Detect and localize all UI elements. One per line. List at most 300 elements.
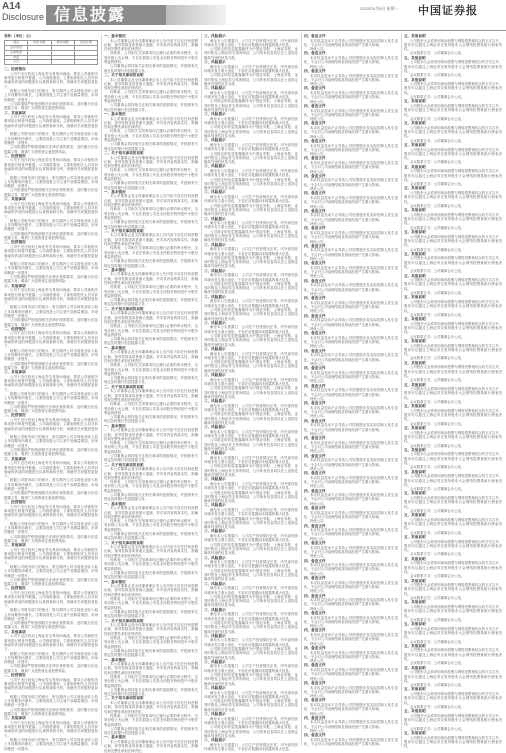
- section-heading: 四、备查文件: [304, 645, 326, 650]
- section-heading: 五、其他说明: [404, 709, 426, 714]
- body-paragraph: 会议联系方式：公司董事会办公室。: [410, 704, 465, 709]
- section-heading: 五、其他说明: [404, 186, 426, 191]
- section-heading: 五、其他说明: [404, 99, 426, 104]
- body-paragraph: 截至本公告披露日，公司生产经营情况正常，内外部经营环境未发生重大变化，不存在应披露而未披露的重大信息。: [204, 325, 298, 334]
- body-paragraph: 公司将继续严格按照相关法律法规的要求，及时履行信息披露义务，敬请广大投资者注意投资风险。: [4, 231, 98, 241]
- section-heading: 三、其他事项: [4, 716, 26, 721]
- section-heading: 三、风险提示: [204, 503, 226, 508]
- body-paragraph: 特此公告。: [310, 274, 327, 279]
- body-paragraph: 根据公司财务部门的统计，报告期内公司实现营业收入较上年同期有所增长，主要原因是公司主营产品销量增加，市场份额进一步提升。: [4, 305, 98, 318]
- section-heading: 四、备查文件: [304, 86, 326, 91]
- body-paragraph: 经核查，公司相关交易事项均已履行必要的审议程序，交易价格公允合理，不存在损害公司及全体股东特别是中小股东利益的情形。: [104, 246, 198, 259]
- section-heading: 二、经营情况: [4, 67, 26, 72]
- body-paragraph: 特此公告。: [310, 361, 327, 366]
- section-heading: 二、经营情况: [4, 499, 26, 504]
- body-paragraph: 根据公司财务部门的统计，报告期内公司实现营业收入较上年同期有所增长，主要原因是公司主营产品销量增加，市场份额进一步提升。: [4, 435, 98, 448]
- table-cell: 项目: [5, 41, 28, 46]
- section-heading: 一、基本情况: [104, 34, 126, 38]
- body-paragraph: 公司于近日收到上海证券交易所问询函，要求公司就相关事项进行核查并披露。公司高度重视，立即组织相关人员对问询函所涉及的问题进行认真核查和分析，现就有关问题回复如下。: [4, 244, 98, 262]
- body-paragraph: 经核查，公司相关交易事项均已履行必要的审议程序，交易价格公允合理，不存在损害公司及全体股东特别是中小股东利益的情形。: [104, 168, 198, 181]
- body-paragraph: 公司股东大会将采用现场投票与网络投票相结合的方式召开，股东可以通过上海证券交易所股东大会网络投票系统行使表决权。: [404, 365, 502, 378]
- body-paragraph: 公司股东大会将采用现场投票与网络投票相结合的方式召开，股东可以通过上海证券交易所股东大会网络投票系统行使表决权。: [404, 648, 502, 662]
- body-paragraph: 会议联系方式：公司董事会办公室。: [410, 683, 465, 688]
- body-paragraph: 公司将继续严格按照相关法律法规的要求，及时履行信息披露义务，敬请广大投资者注意投资风险。: [4, 145, 98, 154]
- section-heading: 三、其他事项: [4, 543, 26, 548]
- body-paragraph: 特此公告。: [310, 554, 327, 559]
- section-heading: 三、风险提示: [204, 555, 226, 560]
- section-heading: 五、其他说明: [404, 230, 426, 235]
- body-paragraph: 会议联系方式：公司董事会办公室。: [410, 726, 465, 731]
- table-cell: 合计: [5, 60, 28, 65]
- body-paragraph: 会议联系方式：公司董事会办公室。: [410, 247, 465, 252]
- section-heading: 五、其他说明: [404, 382, 426, 387]
- section-heading: 五、其他说明: [404, 360, 426, 365]
- section-heading: 三、风险提示: [204, 112, 226, 117]
- body-paragraph: 公司董事会将持续关注相关事项的进展情况，并按照有关规定及时履行信息披露义务。: [104, 181, 198, 190]
- body-paragraph: 本次权益变动不会导致公司控股股东及实际控制人发生变化，不会对公司治理结构及持续经营产生重大影响。: [304, 720, 398, 729]
- section-heading: 三、风险提示: [204, 738, 226, 743]
- table-cell: 货币资金: [5, 46, 28, 51]
- section-heading: 四、备查文件: [304, 366, 326, 371]
- section-heading: 四、备查文件: [304, 208, 326, 213]
- section-heading: 三、风险提示: [204, 659, 226, 664]
- section-heading: 二、经营情况: [4, 673, 26, 677]
- body-paragraph: 特此公告。: [310, 519, 327, 524]
- body-paragraph: 公司指定的信息披露媒体为中国证券报、上海证券报、证券时报及上海证券交易所网站，公司所有信息均以在上述指定媒体刊登的信息为准。: [204, 47, 298, 60]
- section-heading: 五、其他说明: [404, 404, 426, 409]
- body-paragraph: 公司董事会将持续关注相关事项的进展情况，并按照有关规定及时履行信息披露义务。: [104, 64, 198, 73]
- body-paragraph: 截至本公告披露日，公司生产经营情况正常，内外部经营环境未发生重大变化，不存在应披露而未披露的重大信息。: [204, 716, 298, 725]
- body-paragraph: 本公司董事会及全体董事保证本公告内容不存在任何虚假记载、误导性陈述或者重大遗漏，并对其内容的真实性、准确性和完整性承担法律责任。: [104, 701, 198, 714]
- body-paragraph: 本次权益变动不会导致公司控股股东及实际控制人发生变化，不会对公司治理结构及持续经营产生重大影响。: [304, 388, 398, 397]
- body-paragraph: 本公司董事会及全体董事保证本公告内容不存在任何虚假记载、误导性陈述或者重大遗漏，并对其内容的真实性、准确性和完整性承担法律责任。: [104, 584, 198, 597]
- body-paragraph: 公司股东大会将采用现场投票与网络投票相结合的方式召开，股东可以通过上海证券交易所股东大会网络投票系统行使表决权。: [404, 103, 502, 117]
- body-paragraph: 经核查，公司相关交易事项均已履行必要的审议程序，交易价格公允合理，不存在损害公司及全体股东特别是中小股东利益的情形。: [104, 713, 198, 727]
- body-paragraph: 公司指定的信息披露媒体为中国证券报、上海证券报、证券时报及上海证券交易所网站，公司所有信息均以在上述指定媒体刊登的信息为准。: [204, 699, 298, 712]
- body-paragraph: 本次权益变动不会导致公司控股股东及实际控制人发生变化，不会对公司治理结构及持续经营产生重大影响。: [304, 195, 398, 205]
- section-heading: 三、风险提示: [204, 451, 226, 456]
- section-heading: 三、风险提示: [204, 633, 226, 638]
- body-paragraph: 本公司董事会及全体董事保证本公告内容不存在任何虚假记载、误导性陈述或者重大遗漏，并对其内容的真实性、准确性和完整性承担法律责任。: [104, 194, 198, 208]
- body-paragraph: 公司董事会将持续关注相关事项的进展情况，并按照有关规定及时履行信息披露义务。: [104, 415, 198, 424]
- body-paragraph: 本公司董事会及全体董事保证本公告内容不存在任何虚假记载、误导性陈述或者重大遗漏，并对其内容的真实性、准确性和完整性承担法律责任。: [104, 38, 198, 52]
- column-4-text: [304, 34, 398, 747]
- body-paragraph: 公司股东大会将采用现场投票与网络投票相结合的方式召开，股东可以通过上海证券交易所股东大会网络投票系统行使表决权。: [404, 278, 502, 291]
- body-paragraph: 公司指定的信息披露媒体为中国证券报、上海证券报、证券时报及上海证券交易所网站，公司所有信息均以在上述指定媒体刊登的信息为准。: [204, 73, 298, 86]
- section-heading: 五、其他说明: [404, 687, 426, 692]
- section-heading: 四、备查文件: [304, 418, 326, 423]
- body-paragraph: 特此公告。: [310, 484, 327, 489]
- body-paragraph: 公司指定的信息披露媒体为中国证券报、上海证券报、证券时报及上海证券交易所网站，公司所有信息均以在上述指定媒体刊登的信息为准。: [204, 281, 298, 295]
- body-paragraph: 特此公告。: [310, 169, 327, 174]
- section-heading: 二、关于相关事项的说明: [104, 72, 144, 77]
- section-heading: 四、备查文件: [304, 488, 326, 493]
- body-paragraph: 根据公司财务部门的统计，报告期内公司实现营业收入较上年同期有所增长，主要原因是公司主营产品销量增加，市场份额进一步提升。: [4, 651, 98, 665]
- body-paragraph: 本次权益变动不会导致公司控股股东及实际控制人发生变化，不会对公司治理结构及持续经营产生重大影响。: [304, 318, 398, 327]
- section-heading: 五、其他说明: [404, 556, 426, 561]
- section-heading: 五、其他说明: [404, 447, 426, 452]
- section-heading: 四、备查文件: [304, 138, 326, 143]
- body-paragraph: 截至本公告披露日，公司生产经营情况正常，内外部经营环境未发生重大变化，不存在应披露而未披露的重大信息。: [204, 273, 298, 282]
- title-bar-gradient: [166, 5, 226, 25]
- body-paragraph: 本公司董事会及全体董事保证本公告内容不存在任何虚假记载、误导性陈述或者重大遗漏，并对其内容的真实性、准确性和完整性承担法律责任。: [104, 350, 198, 363]
- section-label: [2, 1, 45, 22]
- body-paragraph: 根据公司财务部门的统计，报告期内公司实现营业收入较上年同期有所增长，主要原因是公司主营产品销量增加，市场份额进一步提升。: [4, 132, 98, 145]
- body-paragraph: 公司董事会将持续关注相关事项的进展情况，并按照有关规定及时履行信息披露义务。: [104, 648, 198, 658]
- body-paragraph: 本次权益变动不会导致公司控股股东及实际控制人发生变化，不会对公司治理结构及持续经营产生重大影响。: [304, 405, 398, 415]
- body-paragraph: 特此公告。: [310, 239, 327, 244]
- section-heading: 五、其他说明: [404, 273, 426, 278]
- body-paragraph: 公司股东大会将采用现场投票与网络投票相结合的方式召开，股东可以通过上海证券交易所股东大会网络投票系统行使表决权。: [404, 583, 502, 596]
- section-heading: 四、备查文件: [304, 610, 326, 615]
- body-paragraph: 截至本公告披露日，公司生产经营情况正常，内外部经营环境未发生重大变化，不存在应披露而未披露的重大信息。: [204, 116, 298, 126]
- body-paragraph: 特此公告。: [310, 187, 327, 192]
- body-paragraph: 公司股东大会将采用现场投票与网络投票相结合的方式召开，股东可以通过上海证券交易所股东大会网络投票系统行使表决权。: [404, 212, 502, 226]
- body-paragraph: 截至本公告披露日，公司生产经营情况正常，内外部经营环境未发生重大变化，不存在应披露而未披露的重大信息。: [204, 742, 298, 751]
- body-paragraph: 截至本公告披露日，公司生产经营情况正常，内外部经营环境未发生重大变化，不存在应披露而未披露的重大信息。: [204, 299, 298, 308]
- body-paragraph: 公司董事会将持续关注相关事项的进展情况，并按照有关规定及时履行信息披露义务。: [104, 609, 198, 619]
- body-paragraph: 公司将继续严格按照相关法律法规的要求，及时履行信息披露义务，敬请广大投资者注意投资风险。: [4, 664, 98, 673]
- body-paragraph: 会议联系方式：公司董事会办公室。: [410, 552, 465, 557]
- table-cell: [28, 60, 51, 65]
- body-paragraph: 会议联系方式：公司董事会办公室。: [410, 399, 465, 404]
- body-paragraph: 公司指定的信息披露媒体为中国证券报、上海证券报、证券时报及上海证券交易所网站，公司所有信息均以在上述指定媒体刊登的信息为准。: [204, 542, 298, 556]
- body-paragraph: 本次权益变动不会导致公司控股股东及实际控制人发生变化，不会对公司治理结构及持续经营产生重大影响。: [304, 265, 398, 275]
- section-heading: 三、其他事项: [4, 283, 26, 288]
- section-heading: 五、其他说明: [404, 338, 426, 343]
- body-paragraph: 本次权益变动不会导致公司控股股东及实际控制人发生变化，不会对公司治理结构及持续经营产生重大影响。: [304, 283, 398, 292]
- body-paragraph: 截至本公告披露日，公司生产经营情况正常，内外部经营环境未发生重大变化，不存在应披露而未披露的重大信息。: [204, 664, 298, 673]
- body-paragraph: 经核查，公司相关交易事项均已履行必要的审议程序，交易价格公允合理，不存在损害公司及全体股东特别是中小股东利益的情形。: [104, 558, 198, 571]
- body-paragraph: 本次权益变动不会导致公司控股股东及实际控制人发生变化，不会对公司治理结构及持续经营产生重大影响。: [304, 493, 398, 502]
- column-2: [104, 34, 198, 753]
- section-heading: 一、基本情况: [104, 501, 126, 506]
- body-paragraph: 本次权益变动不会导致公司控股股东及实际控制人发生变化，不会对公司治理结构及持续经营产生重大影响。: [304, 300, 398, 310]
- section-heading: 一、基本情况: [104, 345, 126, 350]
- column-3-text: [204, 34, 298, 751]
- body-paragraph: 特此公告。: [310, 64, 327, 69]
- section-heading: 四、备查文件: [304, 68, 326, 73]
- section-heading: 三、风险提示: [204, 190, 226, 195]
- section-heading: 一、基本情况: [104, 111, 126, 116]
- body-paragraph: 本公司董事会及全体董事保证本公告内容不存在任何虚假记载、误导性陈述或者重大遗漏，并对其内容的真实性、准确性和完整性承担法律责任。: [104, 389, 198, 402]
- column-divider: [201, 34, 202, 746]
- body-paragraph: 会议联系方式：公司董事会办公室。: [410, 116, 465, 121]
- body-paragraph: 会议联系方式：公司董事会办公室。: [410, 378, 465, 383]
- body-paragraph: 会议联系方式：公司董事会办公室。: [410, 421, 465, 426]
- body-paragraph: 本次权益变动不会导致公司控股股东及实际控制人发生变化，不会对公司治理结构及持续经营产生重大影响。: [304, 615, 398, 624]
- body-paragraph: 本次权益变动不会导致公司控股股东及实际控制人发生变化，不会对公司治理结构及持续经营产生重大影响。: [304, 248, 398, 257]
- section-heading: 四、备查文件: [304, 471, 326, 476]
- section-heading: 四、备查文件: [304, 593, 326, 598]
- body-paragraph: 截至本公告披露日，公司生产经营情况正常，内外部经营环境未发生重大变化，不存在应披露而未披露的重大信息。: [204, 168, 298, 178]
- section-heading: 五、其他说明: [404, 643, 426, 648]
- body-paragraph: 特此公告。: [310, 536, 327, 541]
- body-paragraph: 本次权益变动不会导致公司控股股东及实际控制人发生变化，不会对公司治理结构及持续经营产生重大影响。: [304, 213, 398, 222]
- body-paragraph: 特此公告。: [310, 501, 327, 506]
- body-paragraph: 本次权益变动不会导致公司控股股东及实际控制人发生变化，不会对公司治理结构及持续经营产生重大影响。: [304, 737, 398, 747]
- body-paragraph: 截至本公告披露日，公司生产经营情况正常，内外部经营环境未发生重大变化，不存在应披露而未披露的重大信息。: [204, 38, 298, 47]
- body-paragraph: 本次权益变动不会导致公司控股股东及实际控制人发生变化，不会对公司治理结构及持续经营产生重大影响。: [304, 458, 398, 467]
- section-heading: 四、备查文件: [304, 733, 326, 738]
- body-paragraph: 公司股东大会将采用现场投票与网络投票相结合的方式召开，股东可以通过上海证券交易所股东大会网络投票系统行使表决权。: [404, 692, 502, 705]
- section-heading: 三、风险提示: [204, 34, 226, 38]
- section-heading: 五、其他说明: [404, 295, 426, 300]
- body-paragraph: 公司董事会将持续关注相关事项的进展情况，并按照有关规定及时履行信息披露义务。: [104, 532, 198, 541]
- section-heading: 四、备查文件: [304, 715, 326, 720]
- body-paragraph: 公司于近日收到上海证券交易所问询函，要求公司就相关事项进行核查并披露。公司高度重视，立即组织相关人员对问询函所涉及的问题进行认真核查和分析，现就有关问题回复如下。: [4, 504, 98, 522]
- table-cell: [74, 60, 97, 65]
- body-paragraph: 公司将继续严格按照相关法律法规的要求，及时履行信息披露义务，敬请广大投资者注意投资风险。: [4, 448, 98, 457]
- body-paragraph: 公司于近日收到上海证券交易所问询函，要求公司就相关事项进行核查并披露。公司高度重视，立即组织相关人员对问询函所涉及的问题进行认真核查和分析，现就有关问题回复如下。: [4, 158, 98, 176]
- body-paragraph: 会议联系方式：公司董事会办公室。: [410, 51, 465, 56]
- body-paragraph: 经核查，公司相关交易事项均已履行必要的审议程序，交易价格公允合理，不存在损害公司及全体股东特别是中小股东利益的情形。: [104, 636, 198, 649]
- body-paragraph: 公司董事会将持续关注相关事项的进展情况，并按照有关规定及时履行信息披露义务。: [104, 337, 198, 346]
- column-1-text: [4, 67, 98, 751]
- body-paragraph: 公司于近日收到上海证券交易所问询函，要求公司就相关事项进行核查并披露。公司高度重视，立即组织相关人员对问询函所涉及的问题进行认真核查和分析，现就有关问题回复如下。: [4, 547, 98, 565]
- body-paragraph: 公司将继续严格按照相关法律法规的要求，及时履行信息披露义务，敬请广大投资者注意投资风险。: [4, 534, 98, 543]
- section-heading: 三、风险提示: [204, 86, 226, 91]
- body-paragraph: 会议联系方式：公司董事会办公室。: [410, 182, 465, 187]
- body-paragraph: 公司董事会将持续关注相关事项的进展情况，并按照有关规定及时履行信息披露义务。: [104, 454, 198, 463]
- body-paragraph: 会议联系方式：公司董事会办公室。: [410, 661, 465, 666]
- body-paragraph: 公司董事会将持续关注相关事项的进展情况，并按照有关规定及时履行信息披露义务。: [104, 103, 198, 112]
- body-paragraph: 公司指定的信息披露媒体为中国证券报、上海证券报、证券时报及上海证券交易所网站，公司所有信息均以在上述指定媒体刊登的信息为准。: [204, 620, 298, 634]
- body-paragraph: 公司股东大会将采用现场投票与网络投票相结合的方式召开，股东可以通过上海证券交易所股东大会网络投票系统行使表决权。: [404, 517, 502, 531]
- body-paragraph: 截至本公告披露日，公司生产经营情况正常，内外部经营环境未发生重大变化，不存在应披露而未披露的重大信息。: [204, 508, 298, 517]
- title-bar: [46, 5, 166, 25]
- body-paragraph: 经核查，公司相关交易事项均已履行必要的审议程序，交易价格公允合理，不存在损害公司及全体股东特别是中小股东利益的情形。: [104, 674, 198, 688]
- body-paragraph: 公司将继续严格按照相关法律法规的要求，及时履行信息披露义务，敬请广大投资者注意投资风险。: [4, 621, 98, 630]
- table-cell: 期末余额: [28, 41, 51, 46]
- body-paragraph: 特此公告。: [310, 222, 327, 227]
- body-paragraph: 公司股东大会将采用现场投票与网络投票相结合的方式召开，股东可以通过上海证券交易所股东大会网络投票系统行使表决权。: [404, 670, 502, 683]
- body-paragraph: 公司股东大会将采用现场投票与网络投票相结合的方式召开，股东可以通过上海证券交易所股东大会网络投票系统行使表决权。: [404, 626, 502, 640]
- section-heading: 三、风险提示: [204, 60, 226, 65]
- body-paragraph: 根据公司财务部门的统计，报告期内公司实现营业收入较上年同期有所增长，主要原因是公司主营产品销量增加，市场份额进一步提升。: [4, 564, 98, 578]
- body-paragraph: 本次权益变动不会导致公司控股股东及实际控制人发生变化，不会对公司治理结构及持续经营产生重大影响。: [304, 108, 398, 117]
- body-paragraph: 特此公告。: [310, 152, 327, 157]
- section-heading: 四、备查文件: [304, 331, 326, 336]
- body-paragraph: 根据公司财务部门的统计，报告期内公司实现营业收入较上年同期有所增长，主要原因是公司主营产品销量增加，市场份额进一步提升。: [4, 478, 98, 492]
- section-heading: 四、备查文件: [304, 401, 326, 406]
- section-heading: 五、其他说明: [404, 34, 426, 38]
- body-paragraph: 本次权益变动不会导致公司控股股东及实际控制人发生变化，不会对公司治理结构及持续经营产生重大影响。: [304, 73, 398, 82]
- body-paragraph: 根据公司财务部门的统计，报告期内公司实现营业收入较上年同期有所增长，主要原因是公司主营产品销量增加，市场份额进一步提升。: [4, 348, 98, 362]
- section-heading: 三、其他事项: [4, 197, 26, 202]
- section-heading: 五、其他说明: [404, 251, 426, 256]
- body-paragraph: 公司董事会将持续关注相关事项的进展情况，并按照有关规定及时履行信息披露义务。: [104, 687, 198, 697]
- section-heading: 四、备查文件: [304, 51, 326, 56]
- body-paragraph: 会议联系方式：公司董事会办公室。: [410, 617, 465, 622]
- body-paragraph: 经核查，公司相关交易事项均已履行必要的审议程序，交易价格公允合理，不存在损害公司及全体股东特别是中小股东利益的情形。: [104, 207, 198, 220]
- section-heading: 四、备查文件: [304, 103, 326, 108]
- body-paragraph: 会议联系方式：公司董事会办公室。: [410, 465, 465, 470]
- header-divider: [0, 30, 506, 31]
- section-heading: 四、备查文件: [304, 261, 326, 266]
- body-paragraph: 本次权益变动不会导致公司控股股东及实际控制人发生变化，不会对公司治理结构及持续经营产生重大影响。: [304, 475, 398, 484]
- masthead-logo: 中国证券报: [418, 4, 478, 17]
- section-heading: 三、风险提示: [204, 685, 226, 690]
- body-paragraph: 截至本公告披露日，公司生产经营情况正常，内外部经营环境未发生重大变化，不存在应披露而未披露的重大信息。: [204, 247, 298, 256]
- body-paragraph: 公司股东大会将采用现场投票与网络投票相结合的方式召开，股东可以通过上海证券交易所股东大会网络投票系统行使表决权。: [404, 299, 502, 313]
- body-paragraph: 本次权益变动不会导致公司控股股东及实际控制人发生变化，不会对公司治理结构及持续经营产生重大影响。: [304, 230, 398, 240]
- body-paragraph: 会议联系方式：公司董事会办公室。: [410, 530, 465, 535]
- body-paragraph: 本次权益变动不会导致公司控股股东及实际控制人发生变化，不会对公司治理结构及持续经营产生重大影响。: [304, 633, 398, 642]
- body-paragraph: 公司于近日收到上海证券交易所问询函，要求公司就相关事项进行核查并披露。公司高度重视，立即组织相关人员对问询函所涉及的问题进行认真核查和分析，现就有关问题回复如下。: [4, 634, 98, 652]
- body-paragraph: 公司股东大会将采用现场投票与网络投票相结合的方式召开，股东可以通过上海证券交易所股东大会网络投票系统行使表决权。: [404, 387, 502, 400]
- body-paragraph: 特此公告。: [310, 606, 327, 611]
- body-paragraph: 经核查，公司相关交易事项均已履行必要的审议程序，交易价格公允合理，不存在损害公司及全体股东特别是中小股东利益的情形。: [104, 285, 198, 298]
- body-paragraph: 公司指定的信息披露媒体为中国证券报、上海证券报、证券时报及上海证券交易所网站，公司所有信息均以在上述指定媒体刊登的信息为准。: [204, 151, 298, 165]
- body-paragraph: 本公司董事会及全体董事保证本公告内容不存在任何虚假记载、误导性陈述或者重大遗漏，并对其内容的真实性、准确性和完整性承担法律责任。: [104, 623, 198, 636]
- body-paragraph: 会议联系方式：公司董事会办公室。: [410, 596, 465, 601]
- body-paragraph: 特此公告。: [310, 449, 327, 454]
- section-heading: 四、备查文件: [304, 558, 326, 563]
- section-heading: 五、其他说明: [404, 317, 426, 322]
- body-paragraph: 公司股东大会将采用现场投票与网络投票相结合的方式召开，股东可以通过上海证券交易所股东大会网络投票系统行使表决权。: [404, 343, 502, 357]
- body-paragraph: 公司股东大会将采用现场投票与网络投票相结合的方式召开，股东可以通过上海证券交易所股东大会网络投票系统行使表决权。: [404, 38, 502, 52]
- body-paragraph: 公司股东大会将采用现场投票与网络投票相结合的方式召开，股东可以通过上海证券交易所股东大会网络投票系统行使表决权。: [404, 408, 502, 422]
- section-heading: 一、基本情况: [104, 423, 126, 428]
- body-paragraph: 公司于近日收到上海证券交易所问询函，要求公司就相关事项进行核查并披露。公司高度重视，立即组织相关人员对问询函所涉及的问题进行认真核查和分析，现就有关问题回复如下。: [4, 418, 98, 435]
- body-paragraph: 根据公司财务部门的统计，报告期内公司实现营业收入较上年同期有所增长，主要原因是公司主营产品销量增加，市场份额进一步提升。: [4, 218, 98, 232]
- body-paragraph: 特此公告。: [310, 624, 327, 629]
- body-paragraph: 截至本公告披露日，公司生产经营情况正常，内外部经营环境未发生重大变化，不存在应披露而未披露的重大信息。: [204, 690, 298, 699]
- section-heading: 三、风险提示: [204, 607, 226, 612]
- section-heading: 三、其他事项: [4, 456, 26, 461]
- body-paragraph: 经核查，公司相关交易事项均已履行必要的审议程序，交易价格公允合理，不存在损害公司及全体股东特别是中小股东利益的情形。: [104, 597, 198, 610]
- body-paragraph: 公司股东大会将采用现场投票与网络投票相结合的方式召开，股东可以通过上海证券交易所股东大会网络投票系统行使表决权。: [404, 735, 502, 749]
- body-paragraph: 公司于近日收到上海证券交易所问询函，要求公司就相关事项进行核查并披露。公司高度重视，立即组织相关人员对问询函所涉及的问题进行认真核查和分析，现就有关问题回复如下。: [4, 71, 98, 89]
- table-cell: 变动比例: [74, 41, 97, 46]
- body-paragraph: 本次权益变动不会导致公司控股股东及实际控制人发生变化，不会对公司治理结构及持续经营产生重大影响。: [304, 91, 398, 100]
- body-paragraph: 公司股东大会将采用现场投票与网络投票相结合的方式召开，股东可以通过上海证券交易所股东大会网络投票系统行使表决权。: [404, 474, 502, 487]
- section-heading: 四、备查文件: [304, 628, 326, 633]
- section-heading: 四、备查文件: [304, 576, 326, 581]
- body-paragraph: 经核查，公司相关交易事项均已履行必要的审议程序，交易价格公允合理，不存在损害公司及全体股东特别是中小股东利益的情形。: [104, 129, 198, 143]
- body-paragraph: 公司股东大会将采用现场投票与网络投票相结合的方式召开，股东可以通过上海证券交易所股东大会网络投票系统行使表决权。: [404, 452, 502, 466]
- body-paragraph: 截至本公告披露日，公司生产经营情况正常，内外部经营环境未发生重大变化，不存在应披露而未披露的重大信息。: [204, 560, 298, 569]
- body-paragraph: 特此公告。: [310, 641, 327, 646]
- section-heading: 二、关于相关事项的说明: [104, 540, 144, 545]
- section-heading: 二、经营情况: [4, 586, 26, 591]
- column-2-text: [104, 34, 198, 753]
- body-paragraph: 会议联系方式：公司董事会办公室。: [410, 312, 465, 317]
- body-paragraph: 公司指定的信息披露媒体为中国证券报、上海证券报、证券时报及上海证券交易所网站，公司所有信息均以在上述指定媒体刊登的信息为准。: [204, 490, 298, 504]
- table-cell: 应收账款: [5, 50, 28, 55]
- column-divider: [301, 34, 302, 746]
- body-paragraph: 经核查，公司相关交易事项均已履行必要的审议程序，交易价格公允合理，不存在损害公司及全体股东特别是中小股东利益的情形。: [104, 402, 198, 415]
- body-paragraph: 特此公告。: [310, 431, 327, 436]
- section-heading: 四、备查文件: [304, 296, 326, 301]
- body-paragraph: 经核查，公司相关交易事项均已履行必要的审议程序，交易价格公允合理，不存在损害公司及全体股东特别是中小股东利益的情形。: [104, 90, 198, 104]
- section-heading: 三、其他事项: [4, 110, 26, 115]
- body-paragraph: 公司股东大会将采用现场投票与网络投票相结合的方式召开，股东可以通过上海证券交易所股东大会网络投票系统行使表决权。: [404, 321, 502, 335]
- body-paragraph: 本次权益变动不会导致公司控股股东及实际控制人发生变化，不会对公司治理结构及持续经营产生重大影响。: [304, 126, 398, 135]
- section-heading: 五、其他说明: [404, 142, 426, 147]
- body-paragraph: 本次权益变动不会导致公司控股股东及实际控制人发生变化，不会对公司治理结构及持续经营产生重大影响。: [304, 668, 398, 677]
- body-paragraph: 公司指定的信息披露媒体为中国证券报、上海证券报、证券时报及上海证券交易所网站，公司所有信息均以在上述指定媒体刊登的信息为准。: [204, 229, 298, 243]
- body-paragraph: 公司指定的信息披露媒体为中国证券报、上海证券报、证券时报及上海证券交易所网站，公司所有信息均以在上述指定媒体刊登的信息为准。: [204, 725, 298, 738]
- section-heading: 四、备查文件: [304, 453, 326, 458]
- body-paragraph: 截至本公告披露日，公司生产经营情况正常，内外部经营环境未发生重大变化，不存在应披露而未披露的重大信息。: [204, 481, 298, 491]
- body-paragraph: 截至本公告披露日，公司生产经营情况正常，内外部经营环境未发生重大变化，不存在应披露而未披露的重大信息。: [204, 403, 298, 412]
- column-divider: [401, 34, 402, 746]
- body-paragraph: 公司指定的信息披露媒体为中国证券报、上海证券报、证券时报及上海证券交易所网站，公司所有信息均以在上述指定媒体刊登的信息为准。: [204, 360, 298, 373]
- body-paragraph: 特此公告。: [310, 99, 327, 104]
- body-paragraph: 本次权益变动不会导致公司控股股东及实际控制人发生变化，不会对公司治理结构及持续经营产生重大影响。: [304, 598, 398, 607]
- body-paragraph: 公司股东大会将采用现场投票与网络投票相结合的方式召开，股东可以通过上海证券交易所股东大会网络投票系统行使表决权。: [404, 713, 502, 727]
- body-paragraph: 公司指定的信息披露媒体为中国证券报、上海证券报、证券时报及上海证券交易所网站，公司所有信息均以在上述指定媒体刊登的信息为准。: [204, 673, 298, 686]
- section-heading: 五、其他说明: [404, 77, 426, 82]
- body-paragraph: 本公司董事会及全体董事保证本公告内容不存在任何虚假记载、误导性陈述或者重大遗漏，并对其内容的真实性、准确性和完整性承担法律责任。: [104, 662, 198, 675]
- section-heading: 三、风险提示: [204, 425, 226, 430]
- body-paragraph: 本公司董事会及全体董事保证本公告内容不存在任何虚假记载、误导性陈述或者重大遗漏，并对其内容的真实性、准确性和完整性承担法律责任。: [104, 506, 198, 519]
- column-divider: [101, 34, 102, 746]
- section-heading: 五、其他说明: [404, 534, 426, 539]
- body-paragraph: 特此公告。: [310, 291, 327, 296]
- section-heading: 二、经营情况: [4, 413, 26, 418]
- section-heading: 五、其他说明: [404, 665, 426, 670]
- body-paragraph: 公司股东大会将采用现场投票与网络投票相结合的方式召开，股东可以通过上海证券交易所股东大会网络投票系统行使表决权。: [404, 496, 502, 509]
- page-header: [0, 0, 506, 36]
- body-paragraph: 特此公告。: [310, 589, 327, 594]
- body-paragraph: 公司股东大会将采用现场投票与网络投票相结合的方式召开，股东可以通过上海证券交易所股东大会网络投票系统行使表决权。: [404, 125, 502, 139]
- body-paragraph: 公司将继续严格按照相关法律法规的要求，及时履行信息披露义务，敬请广大投资者注意投资风险。: [4, 101, 98, 111]
- body-paragraph: 截至本公告披露日，公司生产经营情况正常，内外部经营环境未发生重大变化，不存在应披露而未披露的重大信息。: [204, 221, 298, 230]
- section-heading: 三、风险提示: [204, 529, 226, 534]
- body-paragraph: 本次权益变动不会导致公司控股股东及实际控制人发生变化，不会对公司治理结构及持续经营产生重大影响。: [304, 143, 398, 152]
- body-paragraph: 本次权益变动不会导致公司控股股东及实际控制人发生变化，不会对公司治理结构及持续经营产生重大影响。: [304, 56, 398, 65]
- section-heading: 四、备查文件: [304, 313, 326, 318]
- section-heading: 一、基本情况: [104, 735, 126, 740]
- body-paragraph: 公司股东大会将采用现场投票与网络投票相结合的方式召开，股东可以通过上海证券交易所股东大会网络投票系统行使表决权。: [404, 604, 502, 618]
- section-heading: 四、备查文件: [304, 173, 326, 178]
- body-paragraph: 公司于近日收到上海证券交易所问询函，要求公司就相关事项进行核查并披露。公司高度重视，立即组织相关人员对问询函所涉及的问题进行认真核查和分析，现就有关问题回复如下。: [4, 591, 98, 608]
- section-heading: 四、备查文件: [304, 680, 326, 685]
- body-paragraph: 特此公告。: [310, 82, 327, 87]
- body-paragraph: 公司指定的信息披露媒体为中国证券报、上海证券报、证券时报及上海证券交易所网站，公司所有信息均以在上述指定媒体刊登的信息为准。: [204, 412, 298, 425]
- body-paragraph: 公司股东大会将采用现场投票与网络投票相结合的方式召开，股东可以通过上海证券交易所股东大会网络投票系统行使表决权。: [404, 191, 502, 204]
- body-paragraph: 公司指定的信息披露媒体为中国证券报、上海证券报、证券时报及上海证券交易所网站，公司所有信息均以在上述指定媒体刊登的信息为准。: [204, 594, 298, 608]
- body-paragraph: 公司将继续严格按照相关法律法规的要求，及时履行信息披露义务，敬请广大投资者注意投资风险。: [4, 275, 98, 284]
- section-heading: 二、关于相关事项的说明: [104, 150, 144, 155]
- body-paragraph: 公司董事会将持续关注相关事项的进展情况，并按照有关规定及时履行信息披露义务。: [104, 220, 198, 229]
- body-paragraph: 公司股东大会将采用现场投票与网络投票相结合的方式召开，股东可以通过上海证券交易所股东大会网络投票系统行使表决权。: [404, 561, 502, 574]
- body-paragraph: 截至本公告披露日，公司生产经营情况正常，内外部经营环境未发生重大变化，不存在应披露而未披露的重大信息。: [204, 534, 298, 543]
- body-paragraph: 公司于近日收到上海证券交易所问询函，要求公司就相关事项进行核查并披露。公司高度重视，立即组织相关人员对问询函所涉及的问题进行认真核查和分析，现就有关问题回复如下。: [4, 331, 98, 349]
- body-paragraph: 公司指定的信息披露媒体为中国证券报、上海证券报、证券时报及上海证券交易所网站，公司所有信息均以在上述指定媒体刊登的信息为准。: [204, 438, 298, 451]
- section-heading: 三、风险提示: [204, 268, 226, 273]
- section-english: Disclosure: [2, 12, 45, 22]
- section-heading: 五、其他说明: [404, 622, 426, 627]
- section-heading: 三、风险提示: [204, 477, 226, 482]
- column-4: [304, 34, 398, 746]
- body-paragraph: 会议联系方式：公司董事会办公室。: [410, 95, 465, 100]
- body-paragraph: 公司指定的信息披露媒体为中国证券报、上海证券报、证券时报及上海证券交易所网站，公司所有信息均以在上述指定媒体刊登的信息为准。: [204, 203, 298, 217]
- body-paragraph: 本次权益变动不会导致公司控股股东及实际控制人发生变化，不会对公司治理结构及持续经营产生重大影响。: [304, 178, 398, 187]
- section-heading: 二、关于相关事项的说明: [104, 228, 144, 233]
- body-paragraph: 公司将继续严格按照相关法律法规的要求，及时履行信息披露义务，敬请广大投资者注意投资风险。: [4, 188, 98, 197]
- section-heading: 五、其他说明: [404, 121, 426, 126]
- section-heading: 四、备查文件: [304, 348, 326, 353]
- body-paragraph: 截至本公告披露日，公司生产经营情况正常，内外部经营环境未发生重大变化，不存在应披露而未披露的重大信息。: [204, 64, 298, 73]
- table-cell: 存货: [5, 55, 28, 60]
- body-paragraph: 经核查，公司相关交易事项均已履行必要的审议程序，交易价格公允合理，不存在损害公司及全体股东特别是中小股东利益的情形。: [104, 324, 198, 337]
- body-paragraph: 公司董事会将持续关注相关事项的进展情况，并按照有关规定及时履行信息披露义务。: [104, 259, 198, 268]
- section-heading: 四、备查文件: [304, 541, 326, 546]
